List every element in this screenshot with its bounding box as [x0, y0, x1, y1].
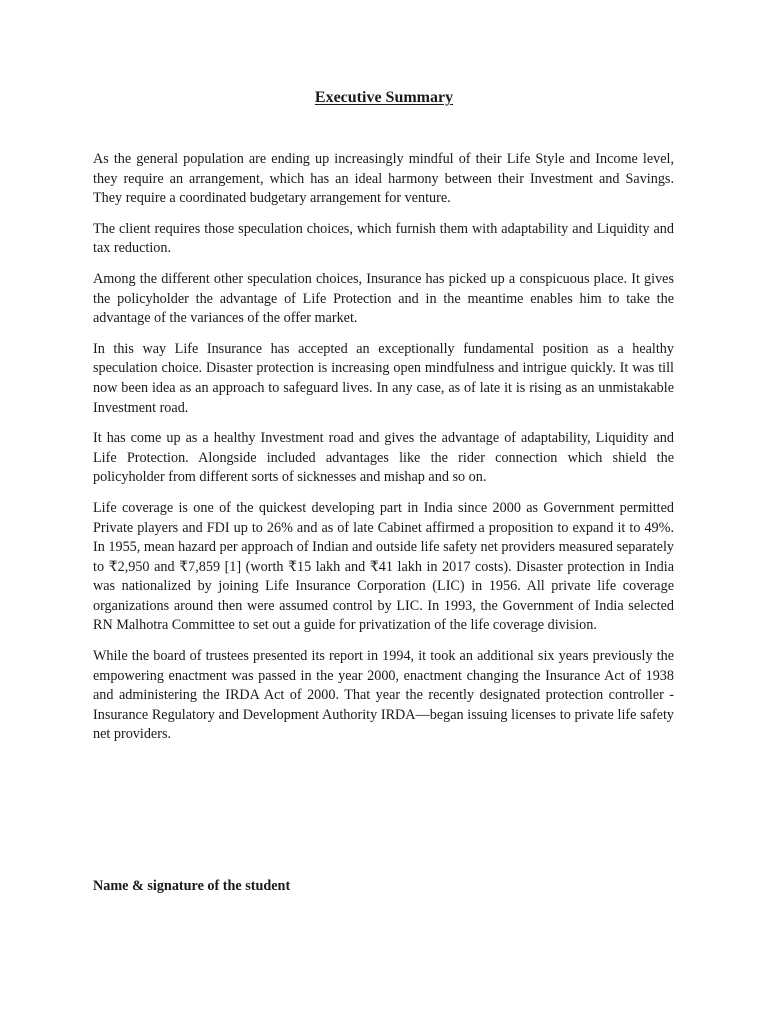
- paragraph-5: It has come up as a healthy Investment road and gives the advantage of adaptability, Liquidity and Life Protection. Alongside included advantages like the rider connection which shield the policyholder from different sorts of sicknesses and mishap and so on.: [93, 430, 674, 486]
- paragraph-3: Among the different other speculation choices, Insurance has picked up a conspicuous place. It gives the policyholder the advantage of Life Protection and in the meantime enables him to take the advantage of the variances of the offer market.: [93, 270, 674, 327]
- page-title: Executive Summary: [314, 89, 454, 106]
- paragraph-4: In this way Life Insurance has accepted an exceptionally fundamental position as a healthy speculation choice. Disaster protection is increasing open mindfulness and intrigue quickly. It was till now been idea as an approach to safeguard lives. In any case, as of late it is rising as an unmistakable Investment road.: [93, 340, 674, 416]
- paragraph-6: Life coverage is one of the quickest developing part in India since 2000 as Government permitted Private players and FDI up to 26% and as of late Cabinet affirmed a proposition to expand it to 49%. In 1955, mean hazard per approach of Indian and outside life safety net providers measured separately to ₹2,950 and ₹7,859 [1] (worth ₹15 lakh and ₹41 lakh in 2017 costs). Disaster protection in India was nationalized by joining Life Insurance Corporation (LIC) in 1956. All private life coverage organizations around then were assumed control by LIC. In 1993, the Government of India selected RN Malhotra Committee to set out a guide for privatization of the life coverage division.: [93, 499, 674, 634]
- summary-body: [93, 150, 674, 756]
- paragraph-7: While the board of trustees presented its report in 1994, it took an additional six years previously the empowering enactment was passed in the year 2000, enactment changing the Insurance Act of 1938 and administering the IRDA Act of 2000. That year the recently designated protection controller - Insurance Regulatory and Development Authority IRDA—began issuing licenses to private life safety net providers.: [93, 648, 674, 743]
- paragraph-1: As the general population are ending up increasingly mindful of their Life Style and Income level, they require an arrangement, which has an ideal harmony between their Investment and Savings. They require a coordinated budgetary arrangement for venture.: [93, 151, 674, 207]
- paragraph-2: The client requires those speculation choices, which furnish them with adaptability and Liquidity and tax reduction.: [93, 220, 674, 257]
- signature-label: Name & signature of the student: [93, 878, 291, 894]
